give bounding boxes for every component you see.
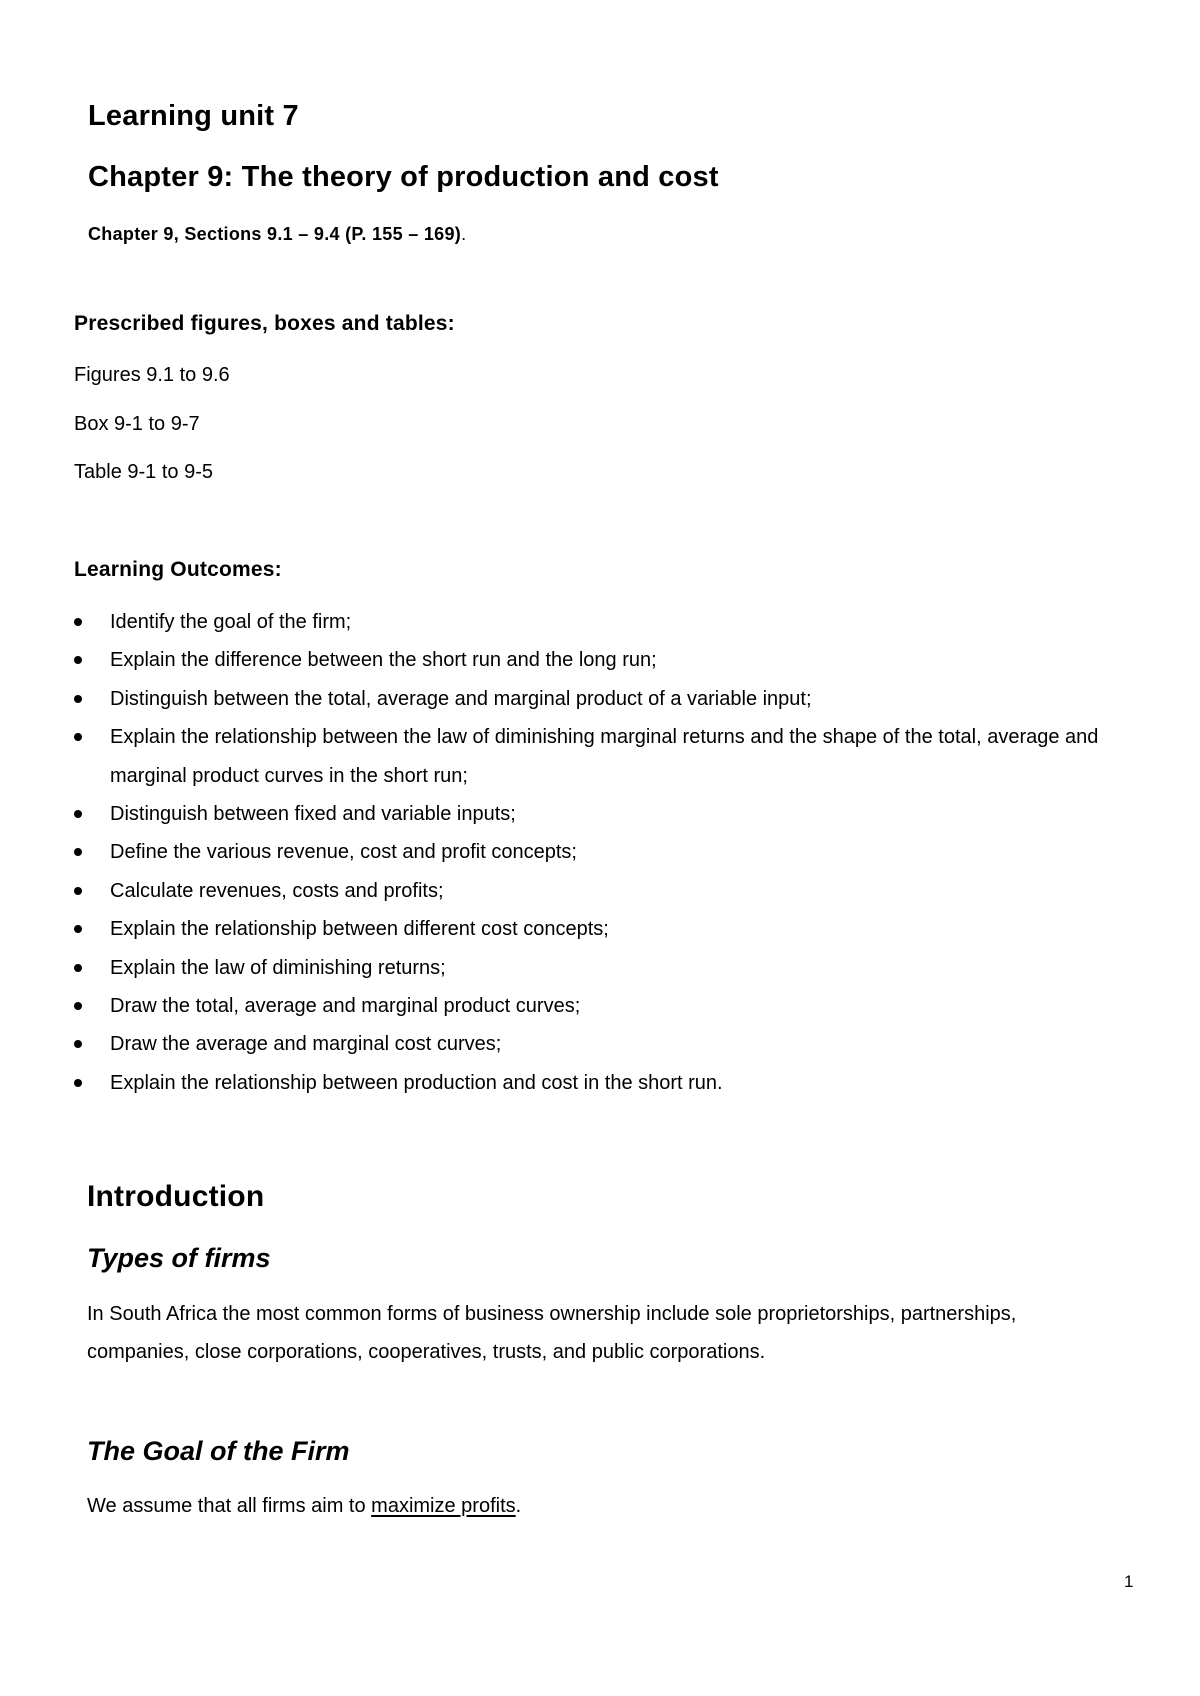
bullet-icon (74, 618, 82, 626)
list-item-text: Distinguish between fixed and variable inputs; (110, 803, 516, 826)
bullet-icon (74, 1002, 82, 1010)
list-item (72, 949, 1152, 987)
bullet-icon (74, 695, 82, 703)
prescribed-heading: Prescribed figures, boxes and tables: (74, 312, 455, 335)
outcomes-heading: Learning Outcomes: (74, 558, 282, 581)
prescribed-item: Box 9-1 to 9-7 (74, 413, 200, 435)
list-item (72, 795, 1152, 833)
list-item-text: Explain the relationship between production and cost in the short run. (110, 1071, 723, 1094)
list-item (72, 872, 1152, 910)
introduction-heading: Introduction (87, 1180, 265, 1213)
outcomes-list (72, 603, 1152, 1102)
list-item (72, 1064, 1152, 1102)
bullet-icon (74, 848, 82, 856)
bullet-icon (74, 1079, 82, 1087)
bullet-icon (74, 887, 82, 895)
chapter-title: Chapter 9: The theory of production and cost (88, 161, 719, 193)
types-of-firms-text-line2: companies, close corporations, cooperatives, trusts, and public corporations. (87, 1341, 766, 1363)
list-item-text: Explain the difference between the short run and the long run; (110, 649, 657, 672)
list-item (72, 910, 1152, 948)
prescribed-item: Table 9-1 to 9-5 (74, 461, 213, 483)
bullet-icon (74, 1040, 82, 1048)
bullet-icon (74, 656, 82, 664)
bullet-icon (74, 925, 82, 933)
goal-of-firm-heading: The Goal of the Firm (87, 1436, 350, 1466)
sections-reference-text: Chapter 9, Sections 9.1 – 9.4 (P. 155 – 169) (88, 224, 462, 244)
list-item-text: Explain the relationship between the law of diminishing marginal returns and the shape of the total, average and marginal product curves in the short run; (110, 726, 1099, 787)
list-item (72, 1025, 1152, 1063)
sections-reference-suffix: . (461, 224, 467, 244)
list-item-text: Draw the average and marginal cost curves; (110, 1033, 502, 1056)
list-item (72, 603, 1152, 641)
list-item (72, 833, 1152, 871)
goal-text-suffix: . (515, 1495, 522, 1517)
list-item-text: Define the various revenue, cost and profit concepts; (110, 841, 577, 864)
bullet-icon (74, 733, 82, 741)
types-of-firms-heading: Types of firms (87, 1243, 271, 1273)
list-item (72, 680, 1152, 718)
prescribed-item: Figures 9.1 to 9.6 (74, 364, 230, 386)
list-item (72, 718, 1140, 795)
list-item-text: Identify the goal of the firm; (110, 611, 352, 633)
list-item-text: Explain the law of diminishing returns; (110, 956, 446, 979)
page-number: 1 (1124, 1572, 1134, 1591)
bullet-icon (74, 964, 82, 972)
unit-title: Learning unit 7 (88, 100, 299, 132)
list-item-text: Distinguish between the total, average and marginal product of a variable input; (110, 687, 812, 710)
types-of-firms-text-line1: In South Africa the most common forms of business ownership include sole proprietorships, partnerships, (87, 1303, 1017, 1325)
list-item (72, 641, 1152, 679)
list-item-text: Calculate revenues, costs and profits; (110, 879, 444, 902)
list-item-text: Explain the relationship between different cost concepts; (110, 918, 609, 941)
maximize-profits-link[interactable]: maximize profits (371, 1495, 516, 1517)
list-item-text: Draw the total, average and marginal product curves; (110, 995, 581, 1018)
goal-of-firm-text (87, 1495, 521, 1518)
list-item (72, 987, 1152, 1025)
sections-reference (88, 224, 466, 245)
goal-text-prefix: We assume that all firms aim to (87, 1495, 372, 1517)
bullet-icon (74, 810, 82, 818)
